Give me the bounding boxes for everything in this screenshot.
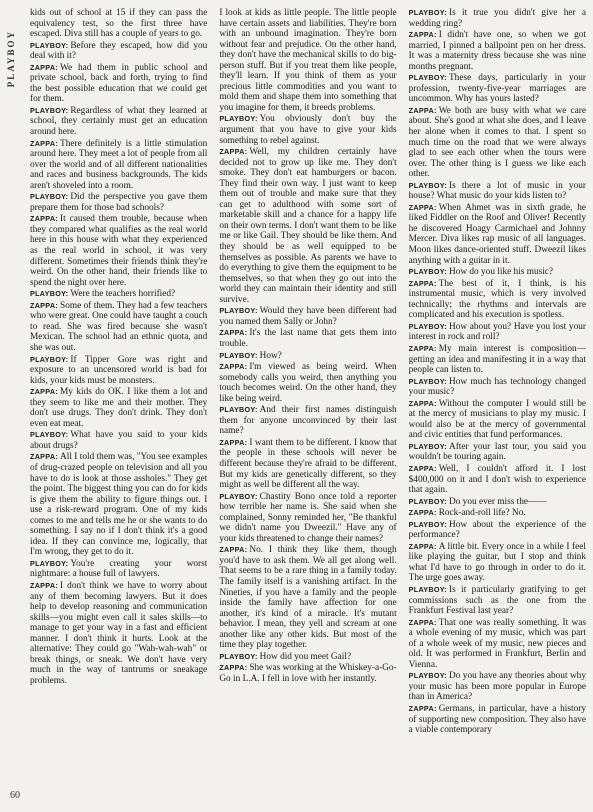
paragraph-text: What have you said to your kids about drugs? bbox=[30, 430, 208, 451]
interview-paragraph bbox=[30, 355, 207, 387]
paragraph-text: You obviously don't buy the argument that you have to give your kids something to rebel against. bbox=[219, 114, 397, 146]
paragraph-text: My kids do OK. I like them a lot and they seem to like me and their mother. They don't use drugs. They don't drink. They don't even eat meat. bbox=[30, 387, 208, 429]
speaker-label: ZAPPA: bbox=[408, 398, 437, 408]
interview-paragraph bbox=[219, 306, 396, 327]
interview-paragraph bbox=[30, 452, 207, 557]
interview-paragraph bbox=[30, 301, 207, 354]
speaker-label: PLAYBOY: bbox=[408, 180, 447, 190]
speaker-label: ZAPPA: bbox=[30, 387, 59, 397]
paragraph-text: There definitely is a little stimulation around here. They meet a lot of people from all over the world and of all different nationalities and races and business backgrounds. The kids aren't shoveled into a room. bbox=[30, 138, 208, 191]
paragraph-text: I want them to be different. I know that the people in these schools will never be different because they're afraid to be different. But my kids are genetically different, so they might as well be different all the way. bbox=[219, 437, 397, 491]
paragraph-text: Regardless of what they learned at school, they certainly must get an education around here. bbox=[30, 105, 208, 138]
paragraph-text: It's the last name that gets them into trouble. bbox=[219, 328, 397, 349]
paragraph-text: All I told them was, "You see examples of drug-crazed people on television and all you have to do is look at those assholes." They get the point. The biggest thing you can do for kids is give them the ability to figure things out. I use a risk-reward program. One of my kids comes to me and tells me he or she wants to do something. I say no if I don't think it's a good idea. If they can convince me, logically, that I'm wrong, they get to do it. bbox=[30, 452, 208, 558]
interview-paragraph bbox=[409, 377, 586, 398]
paragraph-text: How do you like his music? bbox=[449, 267, 554, 278]
interview-paragraph bbox=[30, 430, 207, 451]
speaker-label: ZAPPA: bbox=[219, 328, 248, 338]
speaker-label: ZAPPA: bbox=[408, 30, 437, 40]
paragraph-text: Some of them. They had a few teachers who were great. One could have taught a couch to read. She was fired because she wasn't Mexican. The school had an ethnic quota, and she was out. bbox=[30, 300, 208, 353]
paragraph-text: These days, particularly in your profession, twenty-five-year marriages are uncommon. Why has yours lasted? bbox=[408, 73, 586, 105]
interview-paragraph bbox=[409, 322, 586, 343]
paragraph-text: After your last tour, you said you wouldn't be touring again. bbox=[408, 441, 586, 463]
paragraph-text: I don't think we have to worry about any of them becoming lawyers. But it does help to develop reasoning and communication skills—you might even call it sales skills—to manage to get your way in a fast and efficient manner. I don't think it hurts. Look at the alternative: They could go "Wah-wah-wah" or break things, or sneak. We don't have very much in the way of tantrums or sneakage problems. bbox=[30, 580, 208, 686]
speaker-label: ZAPPA: bbox=[219, 545, 248, 555]
paragraph-text: I didn't have one, so when we got married, I pinned a ballpoint pen on her dress. It was a maternity dress because she was nine months pregnant. bbox=[408, 30, 586, 72]
column-2 bbox=[219, 8, 396, 804]
paragraph-text: Well, I couldn't afford it. I lost $400,000 on it and I don't wish to experience that again. bbox=[408, 463, 586, 496]
interview-paragraph bbox=[30, 581, 207, 686]
speaker-label: ZAPPA: bbox=[30, 300, 59, 310]
paragraph-text: My main interest is composition—getting an idea and manifesting it in a way that people can listen to. bbox=[408, 343, 586, 376]
interview-paragraph bbox=[409, 508, 586, 519]
paragraph-text: Before they escaped, how did you deal with it? bbox=[30, 40, 208, 62]
paragraph-text: Do you have any theories about why your music has been more popular in Europe than in America? bbox=[408, 671, 586, 703]
speaker-label: PLAYBOY: bbox=[30, 558, 69, 568]
speaker-label: PLAYBOY: bbox=[408, 496, 447, 506]
speaker-label: PLAYBOY: bbox=[408, 376, 447, 386]
paragraph-text: Were the teachers horrified? bbox=[70, 289, 176, 300]
interview-paragraph bbox=[219, 652, 396, 663]
interview-paragraph bbox=[409, 344, 586, 376]
paragraph-text: How? bbox=[259, 350, 282, 361]
paragraph-text: A little bit. Every once in a while I feel like playing the guitar, but I stop and think what I'd have to go through in order to do it. The urge goes away. bbox=[408, 541, 586, 584]
speaker-label: ZAPPA: bbox=[408, 541, 437, 551]
interview-paragraph bbox=[409, 464, 586, 496]
paragraph-text: If Tipper Gore was right and exposure to an uncensored world is bad for kids, your kids must be monsters. bbox=[30, 354, 208, 386]
interview-paragraph bbox=[219, 328, 396, 349]
speaker-label: ZAPPA: bbox=[219, 147, 248, 157]
interview-paragraph bbox=[219, 405, 396, 437]
interview-paragraph bbox=[409, 520, 586, 541]
speaker-label: PLAYBOY: bbox=[219, 405, 258, 415]
speaker-label: PLAYBOY: bbox=[219, 491, 258, 501]
speaker-label: ZAPPA: bbox=[30, 62, 59, 72]
speaker-label: ZAPPA: bbox=[408, 617, 437, 627]
speaker-label: PLAYBOY: bbox=[30, 354, 69, 364]
interview-paragraph bbox=[219, 351, 396, 362]
interview-paragraph bbox=[219, 362, 396, 404]
paragraph-text: How did you meet Gail? bbox=[259, 651, 352, 662]
paragraph-text: Do you ever miss the—— bbox=[449, 496, 547, 507]
speaker-label: ZAPPA: bbox=[408, 508, 437, 518]
interview-paragraph bbox=[409, 542, 586, 584]
paragraph-text: I look at kids as little people. The little people have certain assets and liabilities. They're born with an unbound imagination. They're born without fear and prejudice. On the other hand, they don't have the mechanical skills to do big-person stuff. But if you treat them like people, they'll learn. If you think of them as your precious little commodities and you want to mold them and shape them into something that you imagine for them, it breeds problems. bbox=[219, 8, 397, 113]
speaker-label: PLAYBOY: bbox=[30, 192, 69, 202]
paragraph-text: Is it true you didn't give her a wedding ring? bbox=[408, 8, 586, 29]
paragraph-text: Would they have been different had you named them Sally or John? bbox=[219, 306, 397, 327]
paragraph-text: How about the experience of the performance? bbox=[408, 519, 586, 541]
speaker-label: PLAYBOY: bbox=[30, 430, 69, 440]
paragraph-text: When Ahmet was in sixth grade, he liked Fiddler on the Roof and Oliver! Recently he discovered Hoagy Carmichael and Johnny Mercer. Diva likes rap music of all languages. Moon likes dance-oriented stuff. Dweezil likes anything with a guitar in it. bbox=[408, 202, 586, 266]
paragraph-text: Germans, in particular, have a history of supporting new composition. They also have a viable contemporary bbox=[408, 704, 586, 736]
speaker-label: ZAPPA: bbox=[219, 362, 248, 372]
interview-paragraph bbox=[409, 671, 586, 703]
interview-paragraph bbox=[30, 41, 207, 62]
column-1 bbox=[30, 8, 207, 804]
interview-paragraph bbox=[409, 181, 586, 202]
interview-paragraph bbox=[409, 30, 586, 72]
paragraph-text: We both are busy with what we care about. She's good at what she does, and I leave her alone when it comes to that. I spent so much time on the road that we were always glad to see each other when the tours were over. The other thing is I guess we like each other. bbox=[408, 105, 586, 180]
interview-paragraph bbox=[30, 63, 207, 105]
speaker-label: ZAPPA: bbox=[219, 663, 248, 673]
interview-paragraph bbox=[219, 492, 396, 545]
speaker-label: PLAYBOY: bbox=[408, 584, 447, 594]
interview-paragraph bbox=[409, 279, 586, 321]
paragraph-text: Rock-and-roll life? No. bbox=[438, 508, 526, 519]
interview-paragraph bbox=[219, 438, 396, 491]
speaker-label: PLAYBOY: bbox=[30, 289, 69, 299]
speaker-label: PLAYBOY: bbox=[30, 40, 69, 50]
interview-paragraph bbox=[30, 8, 207, 40]
speaker-label: PLAYBOY: bbox=[219, 350, 258, 360]
interview-paragraph bbox=[409, 8, 586, 29]
speaker-label: PLAYBOY: bbox=[30, 105, 69, 115]
paragraph-text: Chastity Bono once told a reporter how terrible her name is. She said when she complained, Sonny reminded her, "Be thankful we didn't name you Dweezil." Have any of your kids threatened to change their names? bbox=[219, 491, 397, 544]
speaker-label: ZAPPA: bbox=[30, 580, 59, 590]
speaker-label: PLAYBOY: bbox=[408, 8, 447, 17]
interview-paragraph bbox=[409, 497, 586, 508]
interview-paragraph bbox=[409, 267, 586, 278]
speaker-label: PLAYBOY: bbox=[219, 651, 258, 661]
speaker-label: ZAPPA: bbox=[30, 452, 59, 462]
paragraph-text: How much has technology changed your music? bbox=[408, 376, 586, 398]
paragraph-text: I'm viewed as being weird. When somebody calls you weird, then anything you touch becomes weird. On the other hand, they like being weird. bbox=[219, 362, 397, 404]
speaker-label: ZAPPA: bbox=[408, 278, 437, 288]
speaker-label: PLAYBOY: bbox=[219, 114, 258, 124]
paragraph-text: No. I think they like them, though you'd have to ask them. We all get along well. That seems to be a rare thing in a family today. The family itself is a vanishing artifact. In the Nineties, if you have a family and the people inside the family have affection for one another, it's kind of a miracle. It's mutant behavior. I mean, they yell and scream at one another like any other kids. But most of the time they play together. bbox=[219, 545, 397, 651]
paragraph-text: Is there a lot of music in your house? What music do your kids listen to? bbox=[408, 180, 586, 202]
speaker-label: PLAYBOY: bbox=[408, 73, 447, 83]
paragraph-text: And their first names distinguish them for anyone unconvinced by their last name? bbox=[219, 405, 397, 437]
interview-paragraph bbox=[219, 147, 396, 305]
interview-paragraph bbox=[30, 289, 207, 300]
interview-paragraph bbox=[219, 545, 396, 650]
interview-paragraph bbox=[409, 585, 586, 617]
interview-paragraph bbox=[219, 114, 396, 146]
interview-paragraph bbox=[409, 203, 586, 266]
interview-paragraph bbox=[409, 618, 586, 671]
article-body bbox=[30, 8, 586, 804]
speaker-label: ZAPPA: bbox=[408, 704, 437, 713]
speaker-label: PLAYBOY: bbox=[408, 321, 447, 331]
speaker-label: ZAPPA: bbox=[219, 437, 248, 447]
speaker-label: ZAPPA: bbox=[30, 138, 59, 148]
speaker-label: PLAYBOY: bbox=[408, 267, 447, 277]
speaker-label: ZAPPA: bbox=[408, 105, 437, 115]
interview-paragraph bbox=[409, 106, 586, 180]
interview-paragraph bbox=[30, 387, 207, 429]
interview-paragraph bbox=[30, 139, 207, 192]
speaker-label: PLAYBOY: bbox=[219, 306, 258, 316]
page-number: 60 bbox=[10, 790, 20, 801]
paragraph-text: Without the computer I would still be at the mercy of musicians to play my music. I would also be at the mercy of governmental and civic entities that fund performances. bbox=[408, 398, 586, 441]
interview-paragraph bbox=[30, 214, 207, 288]
interview-paragraph bbox=[409, 442, 586, 463]
speaker-label: PLAYBOY: bbox=[408, 441, 447, 451]
column-3 bbox=[409, 8, 586, 804]
speaker-label: PLAYBOY: bbox=[408, 519, 447, 529]
paragraph-text: The best of it, I think, is his instrumental music, which is very involved technically; the rhythms and intervals are complicated and his execution is spotless. bbox=[408, 278, 586, 321]
running-head: PLAYBOY bbox=[6, 30, 16, 88]
speaker-label: ZAPPA: bbox=[30, 214, 59, 224]
paragraph-text: You're creating your worst nightmare: a house full of lawyers. bbox=[30, 558, 208, 580]
interview-paragraph bbox=[219, 663, 396, 684]
speaker-label: ZAPPA: bbox=[408, 343, 437, 353]
interview-paragraph bbox=[30, 192, 207, 213]
interview-paragraph bbox=[409, 399, 586, 441]
paragraph-text: kids out of school at 15 if they can pass the equivalency test, so the first three have escaped. Diva still has a couple of years to go. bbox=[30, 8, 208, 40]
paragraph-text: That one was really something. It was a whole evening of my music, which was part of a whole week of my music, new pieces and old. It was performed in Frankfurt, Berlin and Vienna. bbox=[408, 617, 586, 670]
interview-paragraph bbox=[409, 704, 586, 736]
paragraph-text: Is it particularly gratifying to get commissions such as the one from the Frankfurt Festival last year? bbox=[408, 584, 586, 617]
speaker-label: ZAPPA: bbox=[408, 463, 437, 473]
interview-paragraph bbox=[30, 106, 207, 138]
paragraph-text: How about you? Have you lost your interest in rock and roll? bbox=[408, 321, 586, 343]
speaker-label: ZAPPA: bbox=[408, 202, 437, 212]
interview-paragraph bbox=[219, 8, 396, 113]
paragraph-text: Well, my children certainly have decided not to grow up like me. They don't smoke. They don't eat hamburgers or bacon. They find their own way. I just want to keep them out of trouble and make sure that they can get to adulthood with some sort of marketable skill and a chance for a happy life on their own terms. I don't want them to be like me or like Gail. They should be like them. And they should be as well equipped to be themselves as possible. As parents we have to do everything to give them the equipment to be themselves, so that when they go out into the world they can maintain their identity and still survive. bbox=[219, 147, 397, 305]
paragraph-text: She was working at the Whiskey-a-Go-Go in L.A. I fell in love with her instantly. bbox=[219, 663, 397, 684]
interview-paragraph bbox=[30, 559, 207, 580]
paragraph-text: We had them in public school and private school, back and forth, trying to find the best possible education that we could get for them. bbox=[30, 62, 208, 105]
paragraph-text: It caused them trouble, because when they compared what qualifies as the real world here in this house with what they experienced as the real world in school, it was very different. Sometimes their friends think they're weird. On the other hand, their friends like to spend the night over here. bbox=[30, 214, 208, 288]
interview-paragraph bbox=[409, 73, 586, 105]
speaker-label: PLAYBOY: bbox=[408, 671, 447, 681]
paragraph-text: Did the perspective you gave them prepare them for those bad schools? bbox=[30, 192, 208, 213]
